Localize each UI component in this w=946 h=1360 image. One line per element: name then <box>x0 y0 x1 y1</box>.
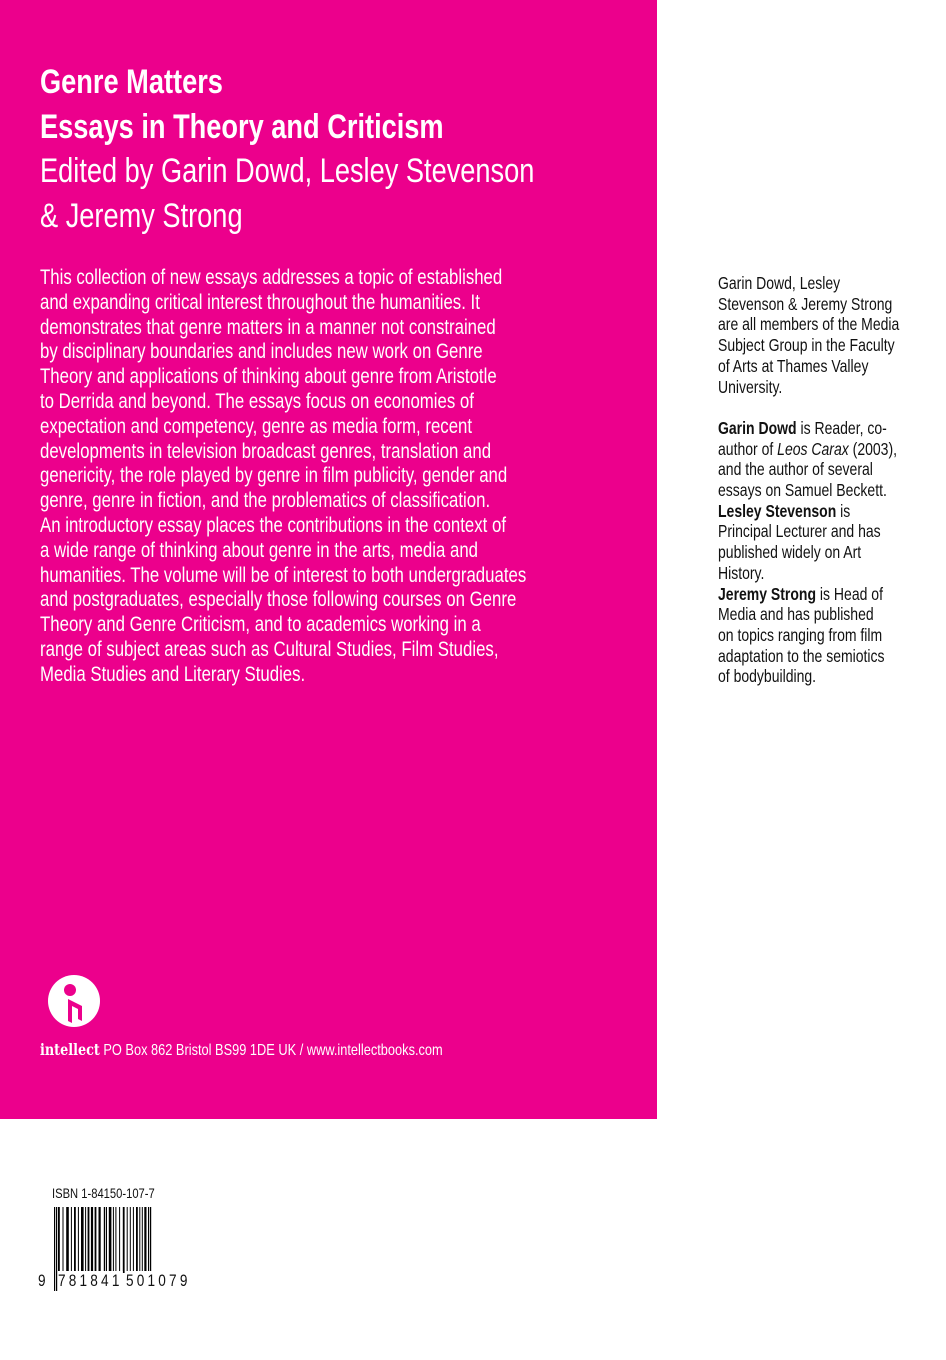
text-line: and expanding critical interest throughout the humanities. It <box>40 290 480 314</box>
text-line: expectation and competency, genre as media form, recent <box>40 414 473 438</box>
barcode-bar <box>99 1207 101 1273</box>
bio-text: (2003), <box>848 438 898 459</box>
editor-name: Jeremy Strong <box>718 583 817 604</box>
text-line: This collection of new essays addresses a topic of established <box>40 266 503 289</box>
publisher-brand: intellect <box>40 1040 100 1059</box>
barcode-bar <box>136 1207 138 1273</box>
editor-name: Lesley Stevenson <box>718 500 837 521</box>
barcode-bar <box>130 1207 131 1273</box>
bio-line <box>718 439 899 460</box>
editor-name: Garin Dowd <box>718 417 797 438</box>
editors-line-2: & Jeremy Strong <box>40 196 243 235</box>
barcode-bar <box>63 1207 64 1273</box>
text-line: range of subject areas such as Cultural Studies, Film Studies, <box>40 637 499 661</box>
barcode-bar <box>66 1207 69 1273</box>
barcode-bar <box>78 1207 79 1273</box>
barcode-bar <box>144 1207 146 1273</box>
text-line: History. <box>718 562 765 583</box>
text-line: adaptation to the semiotics <box>718 645 885 666</box>
text-line: to Derrida and beyond. The essays focus on economies of <box>40 389 474 413</box>
text-line: by disciplinary boundaries and includes new work on Genre <box>40 340 483 364</box>
barcode-bar <box>133 1207 134 1273</box>
text-line: Theory and applications of thinking about genre from Aristotle <box>40 365 497 389</box>
text-line: Stevenson & Jeremy Strong <box>718 293 893 314</box>
text-line: and postgraduates, especially those following courses on Genre <box>40 588 517 612</box>
text-line: developments in television broadcast genres, translation and <box>40 439 492 463</box>
text-line: are all members of the Media <box>718 314 900 335</box>
publisher-address: PO Box 862 Bristol BS99 1DE UK / www.intellectbooks.com <box>99 1042 443 1059</box>
barcode-digit-lead: 9 <box>38 1271 49 1290</box>
bio-line <box>718 584 899 605</box>
text-line: Subject Group in the Faculty <box>718 335 895 356</box>
bio-text: is <box>836 500 851 521</box>
text-line: genre, genre in fiction, and the problematics of classification. <box>40 489 491 513</box>
bio-line <box>718 501 899 522</box>
barcode-bar <box>91 1207 93 1273</box>
barcode-bar <box>71 1207 72 1273</box>
text-line: a wide range of thinking about genre in the arts, media and <box>40 538 479 562</box>
publisher-imprint <box>40 1040 443 1060</box>
book-title-italic: Leos Carax <box>777 438 849 459</box>
text-line: Principal Lecturer and has <box>718 521 881 542</box>
text-line: Media and has published <box>718 604 874 625</box>
barcode-bar <box>119 1207 120 1273</box>
text-line: Media Studies and Literary Studies. <box>40 662 306 686</box>
bio-line: and the author of several <box>718 459 873 480</box>
bio-text: is Reader, co- <box>796 417 887 438</box>
barcode-bar <box>81 1207 84 1273</box>
barcode-bar <box>142 1207 143 1273</box>
text-line: published widely on Art <box>718 542 862 563</box>
bio-line <box>718 418 899 439</box>
editor-bios <box>718 273 945 687</box>
barcode-bar <box>127 1207 128 1273</box>
text-line: demonstrates that genre matters in a manner not constrained <box>40 315 496 339</box>
barcode-bar <box>54 1207 55 1291</box>
isbn: ISBN 1-84150-107-7 <box>52 1185 155 1201</box>
barcode-bar <box>109 1207 112 1273</box>
barcode-bar <box>74 1207 76 1273</box>
text-line: on topics ranging from film <box>718 624 883 645</box>
text-line: of bodybuilding. <box>718 666 817 687</box>
text-line: Theory and Genre Criticism, and to academics working in a <box>40 613 481 637</box>
barcode-bar <box>88 1207 90 1273</box>
barcode-digits-left: 781841 <box>58 1271 123 1290</box>
barcode-bar <box>113 1207 114 1273</box>
editors-line-1: Edited by Garin Dowd, Lesley Stevenson <box>40 152 535 190</box>
barcode-bar <box>58 1207 60 1273</box>
barcode-bar <box>115 1207 116 1273</box>
bio-text: is Head of <box>816 583 883 604</box>
text-line: Garin Dowd, Lesley <box>718 273 841 293</box>
intellect-logo-icon <box>48 975 100 1027</box>
text-line: of Arts at Thames Valley <box>718 355 869 376</box>
blurb <box>40 266 648 688</box>
barcode-bar <box>95 1207 97 1273</box>
bio-line: essays on Samuel Beckett. <box>718 480 887 501</box>
barcode-bar <box>139 1207 140 1273</box>
barcode-bar <box>123 1207 125 1273</box>
title-block <box>40 60 658 238</box>
text-line: genericity, the role played by genre in film publicity, gender and <box>40 464 508 488</box>
text-line: University. <box>718 376 783 397</box>
text-line: humanities. The volume will be of interest to both undergraduates <box>40 563 527 587</box>
bio-text: author of <box>718 438 778 459</box>
book-title: Genre Matters <box>40 63 223 101</box>
barcode-bar <box>85 1207 86 1273</box>
barcode-digits-right: 501079 <box>126 1271 191 1290</box>
text-line: An introductory essay places the contributions in the context of <box>40 513 506 537</box>
book-subtitle: Essays in Theory and Criticism <box>40 107 444 146</box>
